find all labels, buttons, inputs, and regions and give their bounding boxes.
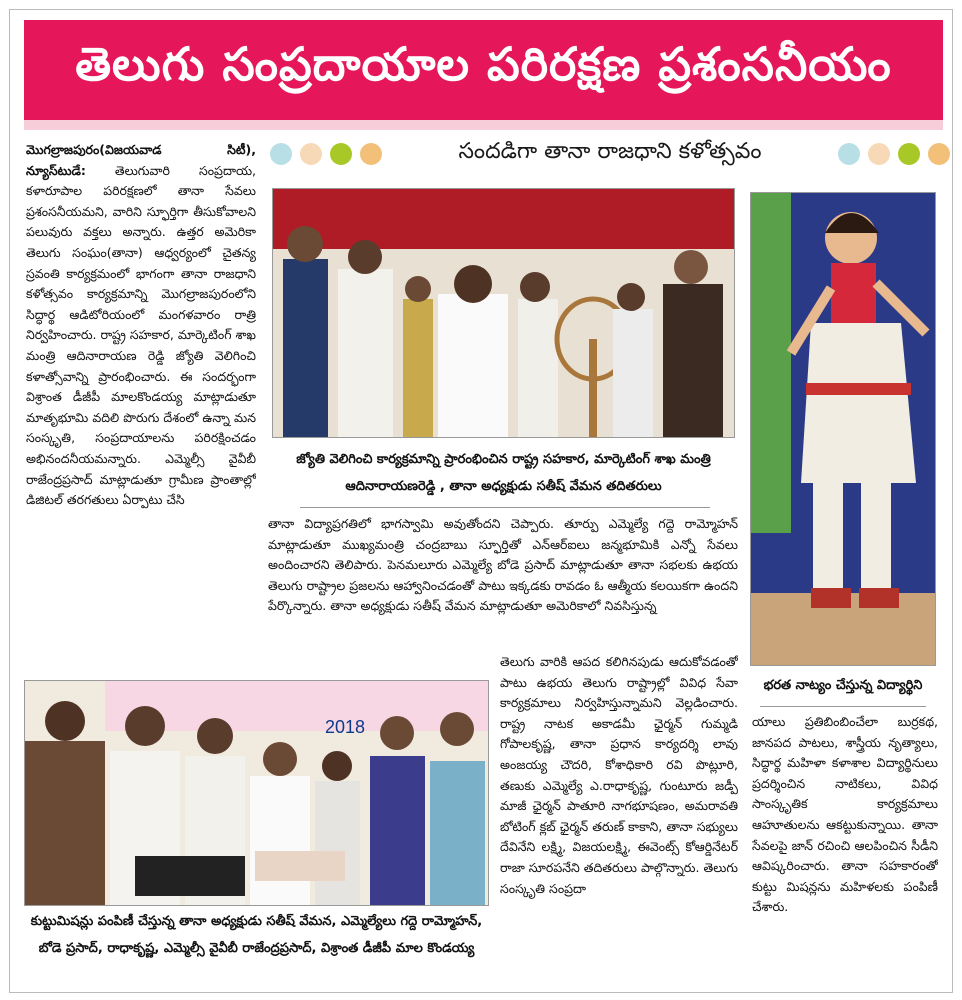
photo-lamp-lighting xyxy=(272,188,735,438)
banner-year: 2018 xyxy=(325,717,366,737)
article-column-2 xyxy=(268,514,738,664)
decor-dot xyxy=(928,143,950,165)
photo2-caption: భరత నాట్యం చేస్తున్న విద్యార్థిని xyxy=(763,678,923,693)
headline-underline xyxy=(24,120,943,130)
dateline: మొగల్రాజపురం(విజయవాడ సిటీ), న్యూస్‌టుడే: xyxy=(26,142,256,178)
subheadline: సందడిగా తానా రాజధాని కళోత్సవం xyxy=(458,139,762,164)
article-text-2: తానా విద్యాప్రగతిలో భాగస్వామి అవుతోందని చెప్పారు. తూర్పు ఎమ్మెల్యే గద్దె రామ్మోహన్ మాట్లాడుతూ ముఖ్యమంత్రి చంద్రబాబు స్ఫూర్తితో ఎన్ఆర్ఐలు జన్మభూమికి ఎన్నో సేవలు అందించారని తెలిపారు. పెనమలూరు ఎమ్మెల్యే బోడె ప్రసాద్ మాట్లాడుతూ తానా సభలకు ఉభయ తెలుగు రాష్ట్రాల ప్రజలను ఆహ్వానించడంతో పాటు ఇక్కడకు రావడం ఓ ఆత్మీయ కలయికగా ఉందని పేర్కొన్నారు. తానా అధ్యక్షుడు సతీష్ వేమన మాట్లాడుతూ అమెరికాలో నివసిస్తున్న xyxy=(268,516,738,614)
decor-dot xyxy=(838,143,860,165)
photo-lamp-lighting-art xyxy=(273,189,735,438)
article-column-4 xyxy=(752,712,938,986)
photo1-caption: జ్యోతి వెలిగించి కార్యక్రమాన్ని ప్రారంభించిన రాష్ట్ర సహకార, మార్కెటింగ్ శాఖ మంత్రి ఆదినారాయణరెడ్డి , తానా అధ్యక్షుడు సతీష్ వేమన తదితరులు xyxy=(296,452,711,494)
decor-dot xyxy=(300,143,322,165)
caption-divider xyxy=(760,706,926,707)
photo-sewing-machine-art xyxy=(25,681,489,906)
photo-dancer xyxy=(750,192,936,666)
subheadline-bar xyxy=(270,136,950,172)
decor-dots-right xyxy=(838,143,950,165)
photo3-caption: కుట్టుమిషన్లు పంపిణీ చేస్తున్న తానా అధ్యక్షుడు సతీష్ వేమన, ఎమ్మెల్యేలు గద్దె రామ్మోహన్, బోడె ప్రసాద్, రాధాకృష్ణ, ఎమ్మెల్సీ వైవీబీ రాజేంద్రప్రసాద్, విశ్రాంత డీజీపీ మాల కొండయ్య xyxy=(30,914,483,956)
decor-dots-left xyxy=(270,143,382,165)
photo-dancer-art xyxy=(751,193,936,666)
photo-sewing-machine-distribution xyxy=(24,680,489,906)
decor-dot xyxy=(330,143,352,165)
decor-dot xyxy=(270,143,292,165)
article-column-3 xyxy=(500,652,738,992)
article-text-4: యాలు ప్రతిబింబించేలా బుర్రకథ, జానపద పాటలు, శాస్త్రీయ నృత్యాలు, సిద్ధార్థ మహిళా కళాశాల విద్యార్థినులు ప్రదర్శించిన నాటికలు, వివిధ సాంస్కృతిక కార్యక్రమాలు ఆహూతులను ఆకట్టుకున్నాయి. తానా సేవలపై జాన్ రచించి ఆలపించిన సీడీని ఆవిష్కరించారు. తానా సహకారంతో కుట్టు మిషన్లను మహిళలకు పంపిణీ చేశారు. xyxy=(752,714,938,915)
caption-divider xyxy=(300,507,710,508)
decor-dot xyxy=(360,143,382,165)
decor-dot xyxy=(868,143,890,165)
article-text-1: తెలుగువారి సంప్రదాయ, కళారూపాల పరిరక్షణలో తానా సేవలు ప్రశంసనీయమని, వారిని స్ఫూర్తిగా తీసుకోవాలని పలువురు వక్తలు అన్నారు. ఉత్తర అమెరికా తెలుగు సంఘం(తానా) ఆధ్వర్యంలో చైతన్య స్రవంతి కార్యక్రమంలో భాగంగా తానా రాజధాని కళోత్సవం కార్యక్రమాన్ని మొగల్రాజపురంలోని సిద్ధార్థ ఆడిటోరియంలో మంగళవారం రాత్రి నిర్వహించారు. రాష్ట్ర సహకార, మార్కెటింగ్ శాఖ మంత్రి ఆదినారాయణ రెడ్డి జ్యోతి వెలిగించి కళాత్సోవాన్ని ప్రారంభించారు. ఈ సందర్భంగా విశ్రాంత డీజీపీ మాలకొండయ్య మాట్లాడుతూ మాతృభూమి వదిలి పొరుగు దేశంలో ఉన్నా మన సంస్కృతి, సంప్రదాయాలను పరిరక్షించడం అభినందనీయమన్నారు. ఎమ్మెల్సీ వైవీబీ రాజేంద్రప్రసాద్ మాట్లాడుతూ గ్రామీణ ప్రాంతాల్లో డిజిటల్ తరగతులు ఏర్పాటు చేసి xyxy=(26,162,256,508)
article-column-1 xyxy=(26,140,256,670)
article-text-3: తెలుగు వారికి ఆపద కలిగినపుడు ఆదుకోవడంతో పాటు ఉభయ తెలుగు రాష్ట్రాల్లో వివిధ సేవా కార్యక్రమాలు నిర్వహిస్తున్నామని వెల్లడించారు. రాష్ట్ర నాటక అకాడమీ ఛైర్మన్ గుమ్మడి గోపాలకృష్ణ, తానా ప్రధాన కార్యదర్శి లావు అంజయ్య చౌదరి, కోశాధికారి రవి పొట్లూరి, తణుకు ఎమ్మెల్యే ఎ.రాధాకృష్ణ, గుంటూరు జడ్పీ మాజీ ఛైర్మన్ పాతూరి నాగభూషణం, అమరావతి బోటింగ్ క్లబ్ ఛైర్మన్ తరుణ్ కాకాని, తానా సభ్యులు దేవినేని లక్ష్మి, విజయలక్ష్మి, ఈవెంట్స్ కోఆర్డినేటర్ రాజా సూరపనేని తదితరులు పాల్గొన్నారు. తెలుగు సంస్కృతి సంప్రదా xyxy=(500,654,738,896)
headline: తెలుగు సంప్రదాయాల పరిరక్షణ ప్రశంసనీయం xyxy=(24,20,943,120)
decor-dot xyxy=(898,143,920,165)
